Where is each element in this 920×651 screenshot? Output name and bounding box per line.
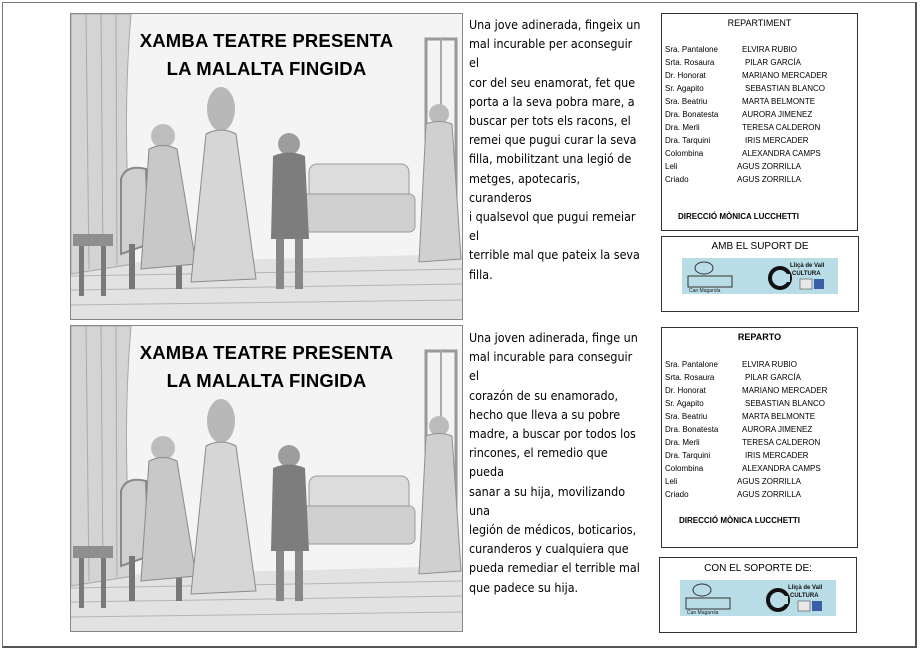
cast-role: Dra. Merli	[665, 123, 700, 132]
synopsis-line: buscar per tots els racons, el	[469, 114, 631, 129]
synopsis-line: legión de médicos, boticarios,	[469, 523, 637, 538]
cast-role: Colombina	[665, 149, 704, 158]
cast-actor: IRIS MERCADER	[745, 451, 809, 460]
synopsis-line: hecho que lleva a su pobre	[469, 407, 621, 422]
cast-role: Sra. Pantalone	[665, 45, 718, 54]
cast-actor: ELVIRA RUBIO	[742, 45, 797, 54]
logo-right-line2: CULTURA	[792, 271, 821, 277]
logo-left-text: Can Magarola	[689, 288, 721, 294]
headline-company: XAMBA TEATRE PRESENTA	[139, 30, 394, 51]
cast-actor: MARIANO MERCADER	[742, 386, 828, 395]
cast-role: Criado	[665, 490, 689, 499]
cast-actor: TERESA CALDERON	[742, 123, 821, 132]
cast-actor: AURORA JIMENEZ	[742, 425, 813, 434]
synopsis-line: porta a la seva pobra mare, a	[469, 94, 635, 109]
cast-actor: MARIANO MERCADER	[742, 71, 828, 80]
cast-actor: PILAR GARCÍA	[745, 373, 802, 382]
cast-actor: AGUS ZORRILLA	[737, 477, 802, 486]
cast-role: Dra. Bonatesta	[665, 110, 719, 119]
synopsis-line: sanar a su hija, movilizando una	[469, 484, 626, 518]
logo-right-line1: Lliçà de Vall	[788, 585, 823, 591]
support-box-catalan	[661, 236, 859, 312]
direction-credit: DIRECCIÓ MÒNICA LUCCHETTI	[678, 212, 800, 221]
headline-title: LA MALALTA FINGIDA	[166, 370, 367, 391]
synopsis-line: Una joven adinerada, finge un	[469, 331, 638, 345]
sponsor-logos	[680, 580, 836, 616]
cast-role: Leli	[665, 162, 678, 171]
sponsor-logos	[682, 258, 838, 294]
cast-role: Sra. Beatriu	[665, 412, 708, 421]
cast-actor: PILAR GARCÍA	[745, 58, 802, 67]
synopsis-line: i qualsevol que pugui remeiar el	[469, 210, 636, 244]
cast-title: REPARTIMENT	[727, 18, 792, 28]
cast-role: Criado	[665, 175, 689, 184]
cast-role: Sr. Agapito	[665, 399, 704, 408]
cast-role: Colombina	[665, 464, 704, 473]
cast-role: Dra. Tarquini	[665, 136, 711, 145]
synopsis-line: que padece su hija.	[469, 580, 579, 595]
cast-actor: AURORA JIMENEZ	[742, 110, 813, 119]
synopsis-line: rincones, el remedio que pueda	[469, 446, 608, 480]
cast-box-catalan	[661, 13, 858, 231]
cast-actor: SEBASTIAN BLANCO	[745, 399, 826, 408]
cast-actor: AGUS ZORRILLA	[737, 162, 802, 171]
support-title: AMB EL SUPORT DE	[711, 241, 809, 252]
logo-right-line2: CULTURA	[790, 593, 819, 599]
cast-actor: IRIS MERCADER	[745, 136, 809, 145]
synopsis-line: remei que pugui curar la seva	[469, 133, 637, 148]
synopsis-line: mal incurable per aconseguir el	[469, 37, 633, 71]
synopsis-line: mal incurable para conseguir el	[469, 350, 633, 384]
engraving-illustration-bottom	[70, 325, 463, 632]
engraving-illustration-top	[70, 13, 463, 320]
synopsis-catalan	[469, 16, 642, 285]
cast-role: Dr. Honorat	[665, 386, 706, 395]
synopsis-line: pueda remediar el terrible mal	[469, 561, 640, 576]
cast-role: Dra. Tarquini	[665, 451, 711, 460]
cast-actor: TERESA CALDERON	[742, 438, 821, 447]
synopsis-line: filla.	[469, 267, 493, 282]
cast-actor: ALEXANDRA CAMPS	[742, 149, 821, 158]
synopsis-line: corazón de su enamorado,	[469, 388, 619, 403]
headline-title: LA MALALTA FINGIDA	[166, 58, 367, 79]
logo-right-line1: Lliçà de Vall	[790, 263, 825, 269]
cast-role: Sr. Agapito	[665, 84, 704, 93]
cast-actor: ELVIRA RUBIO	[742, 360, 797, 369]
synopsis-line: metges, apotecaris, curanderos	[469, 171, 580, 205]
synopsis-castilian	[469, 329, 642, 598]
cast-actor: MARTA BELMONTE	[742, 97, 816, 106]
direction-credit: DIRECCIÓ MÒNICA LUCCHETTI	[679, 516, 801, 525]
synopsis-line: filla, mobilitzant una legió de	[469, 152, 632, 167]
cast-role: Srta. Rosaura	[665, 58, 715, 67]
cast-actor: AGUS ZORRILLA	[737, 175, 802, 184]
support-box-castilian	[659, 557, 857, 633]
cast-actor: SEBASTIAN BLANCO	[745, 84, 826, 93]
cast-actor: AGUS ZORRILLA	[737, 490, 802, 499]
cast-role: Sra. Pantalone	[665, 360, 718, 369]
sponsor-logos-image	[680, 580, 836, 616]
synopsis-line: Una jove adinerada, fingeix un	[469, 18, 641, 32]
headline-company: XAMBA TEATRE PRESENTA	[139, 342, 394, 363]
sponsor-logos-image	[682, 258, 838, 294]
cast-role: Dra. Bonatesta	[665, 425, 719, 434]
cast-role: Leli	[665, 477, 678, 486]
synopsis-line: madre, a buscar por todos los	[469, 427, 636, 442]
cast-title: REPARTO	[737, 332, 782, 342]
synopsis-line: terrible mal que pateix la seva	[469, 248, 640, 263]
cast-role: Srta. Rosaura	[665, 373, 715, 382]
cast-role: Sra. Beatriu	[665, 97, 708, 106]
logo-left-text: Can Magarola	[687, 610, 719, 616]
cast-actor: ALEXANDRA CAMPS	[742, 464, 821, 473]
cast-role: Dra. Merli	[665, 438, 700, 447]
cast-actor: MARTA BELMONTE	[742, 412, 816, 421]
synopsis-line: curanderos y cualquiera que	[469, 542, 629, 557]
cast-role: Dr. Honorat	[665, 71, 706, 80]
support-title: CON EL SOPORTE DE:	[704, 563, 812, 574]
synopsis-line: cor del seu enamorat, fet que	[469, 75, 636, 90]
cast-box-castilian	[661, 327, 858, 548]
